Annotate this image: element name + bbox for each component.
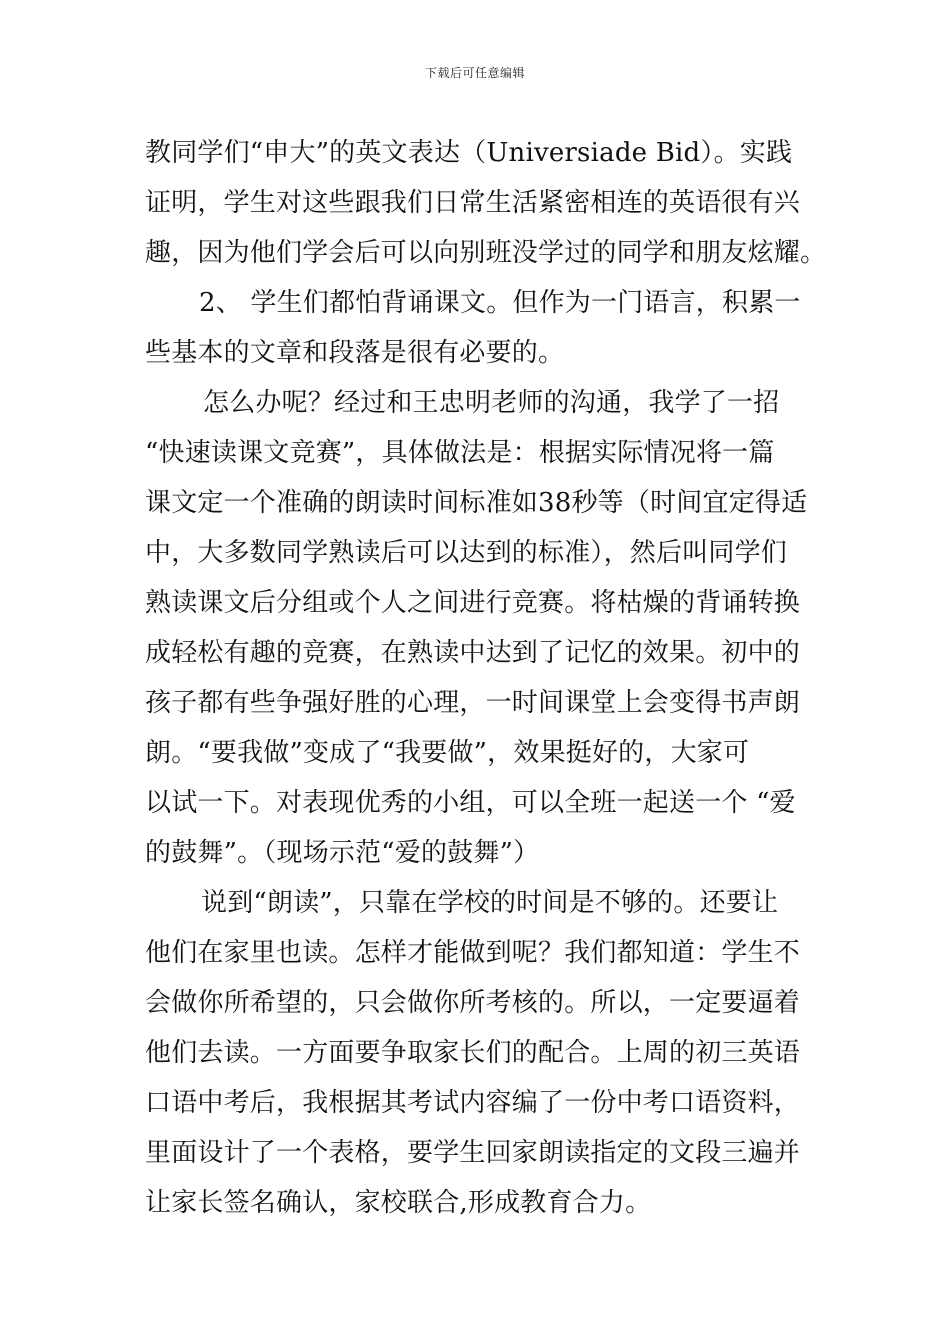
text-line: 怎么办呢？经过和王忠明老师的沟通，我学了一招 xyxy=(203,388,780,418)
header-note: 下载后可任意编辑 xyxy=(424,66,525,80)
text-line: 趣，因为他们学会后可以向别班没学过的同学和朋友炫耀。 xyxy=(145,238,827,268)
text-line: 口语中考后，我根据其考试内容编了一份中考口语资料， xyxy=(145,1088,801,1118)
text-line: 中，大多数同学熟读后可以达到的标准），然后叫同学们 xyxy=(145,538,788,568)
text-line: “快速读课文竞赛”，具体做法是：根据实际情况将一篇 xyxy=(145,438,775,468)
text-line: 会做你所希望的，只会做你所考核的。所以，一定要逼着 xyxy=(145,988,801,1018)
text-line: 他们去读。一方面要争取家长们的配合。上周的初三英语 xyxy=(145,1038,801,1068)
text-line: 的鼓舞”。（现场示范“爱的鼓舞”） xyxy=(145,838,540,868)
text-line: 熟读课文后分组或个人之间进行竞赛。将枯燥的背诵转换 xyxy=(145,588,801,618)
text-line: 朗。“要我做”变成了“我要做”，效果挺好的，大家可 xyxy=(145,738,750,768)
document-body xyxy=(145,128,827,1228)
text-line: 让家长签名确认，家校联合,形成教育合力。 xyxy=(145,1188,652,1218)
text-line: 些基本的文章和段落是很有必要的。 xyxy=(145,338,565,368)
text-line: 成轻松有趣的竞赛，在熟读中达到了记忆的效果。初中的 xyxy=(145,638,801,668)
text-line: 说到“朗读”，只靠在学校的时间是不够的。还要让 xyxy=(201,888,779,918)
text-line: 课文定一个准确的朗读时间标准如38秒等（时间宜定得适 xyxy=(145,488,808,518)
text-line: 里面设计了一个表格，要学生回家朗读指定的文段三遍并 xyxy=(145,1138,801,1168)
text-line: 证明，学生对这些跟我们日常生活紧密相连的英语很有兴 xyxy=(145,188,801,218)
text-line: 2、 学生们都怕背诵课文。但作为一门语言，积累一 xyxy=(199,288,801,318)
text-line: 孩子都有些争强好胜的心理，一时间课堂上会变得书声朗 xyxy=(145,688,801,718)
text-line: 以试一下。对表现优秀的小组，可以全班一起送一个 “爱 xyxy=(145,788,796,818)
text-line: 他们在家里也读。怎样才能做到呢？我们都知道：学生不 xyxy=(145,938,801,968)
text-line: 教同学们“申大”的英文表达（Universiade Bid）。实践 xyxy=(145,138,793,168)
